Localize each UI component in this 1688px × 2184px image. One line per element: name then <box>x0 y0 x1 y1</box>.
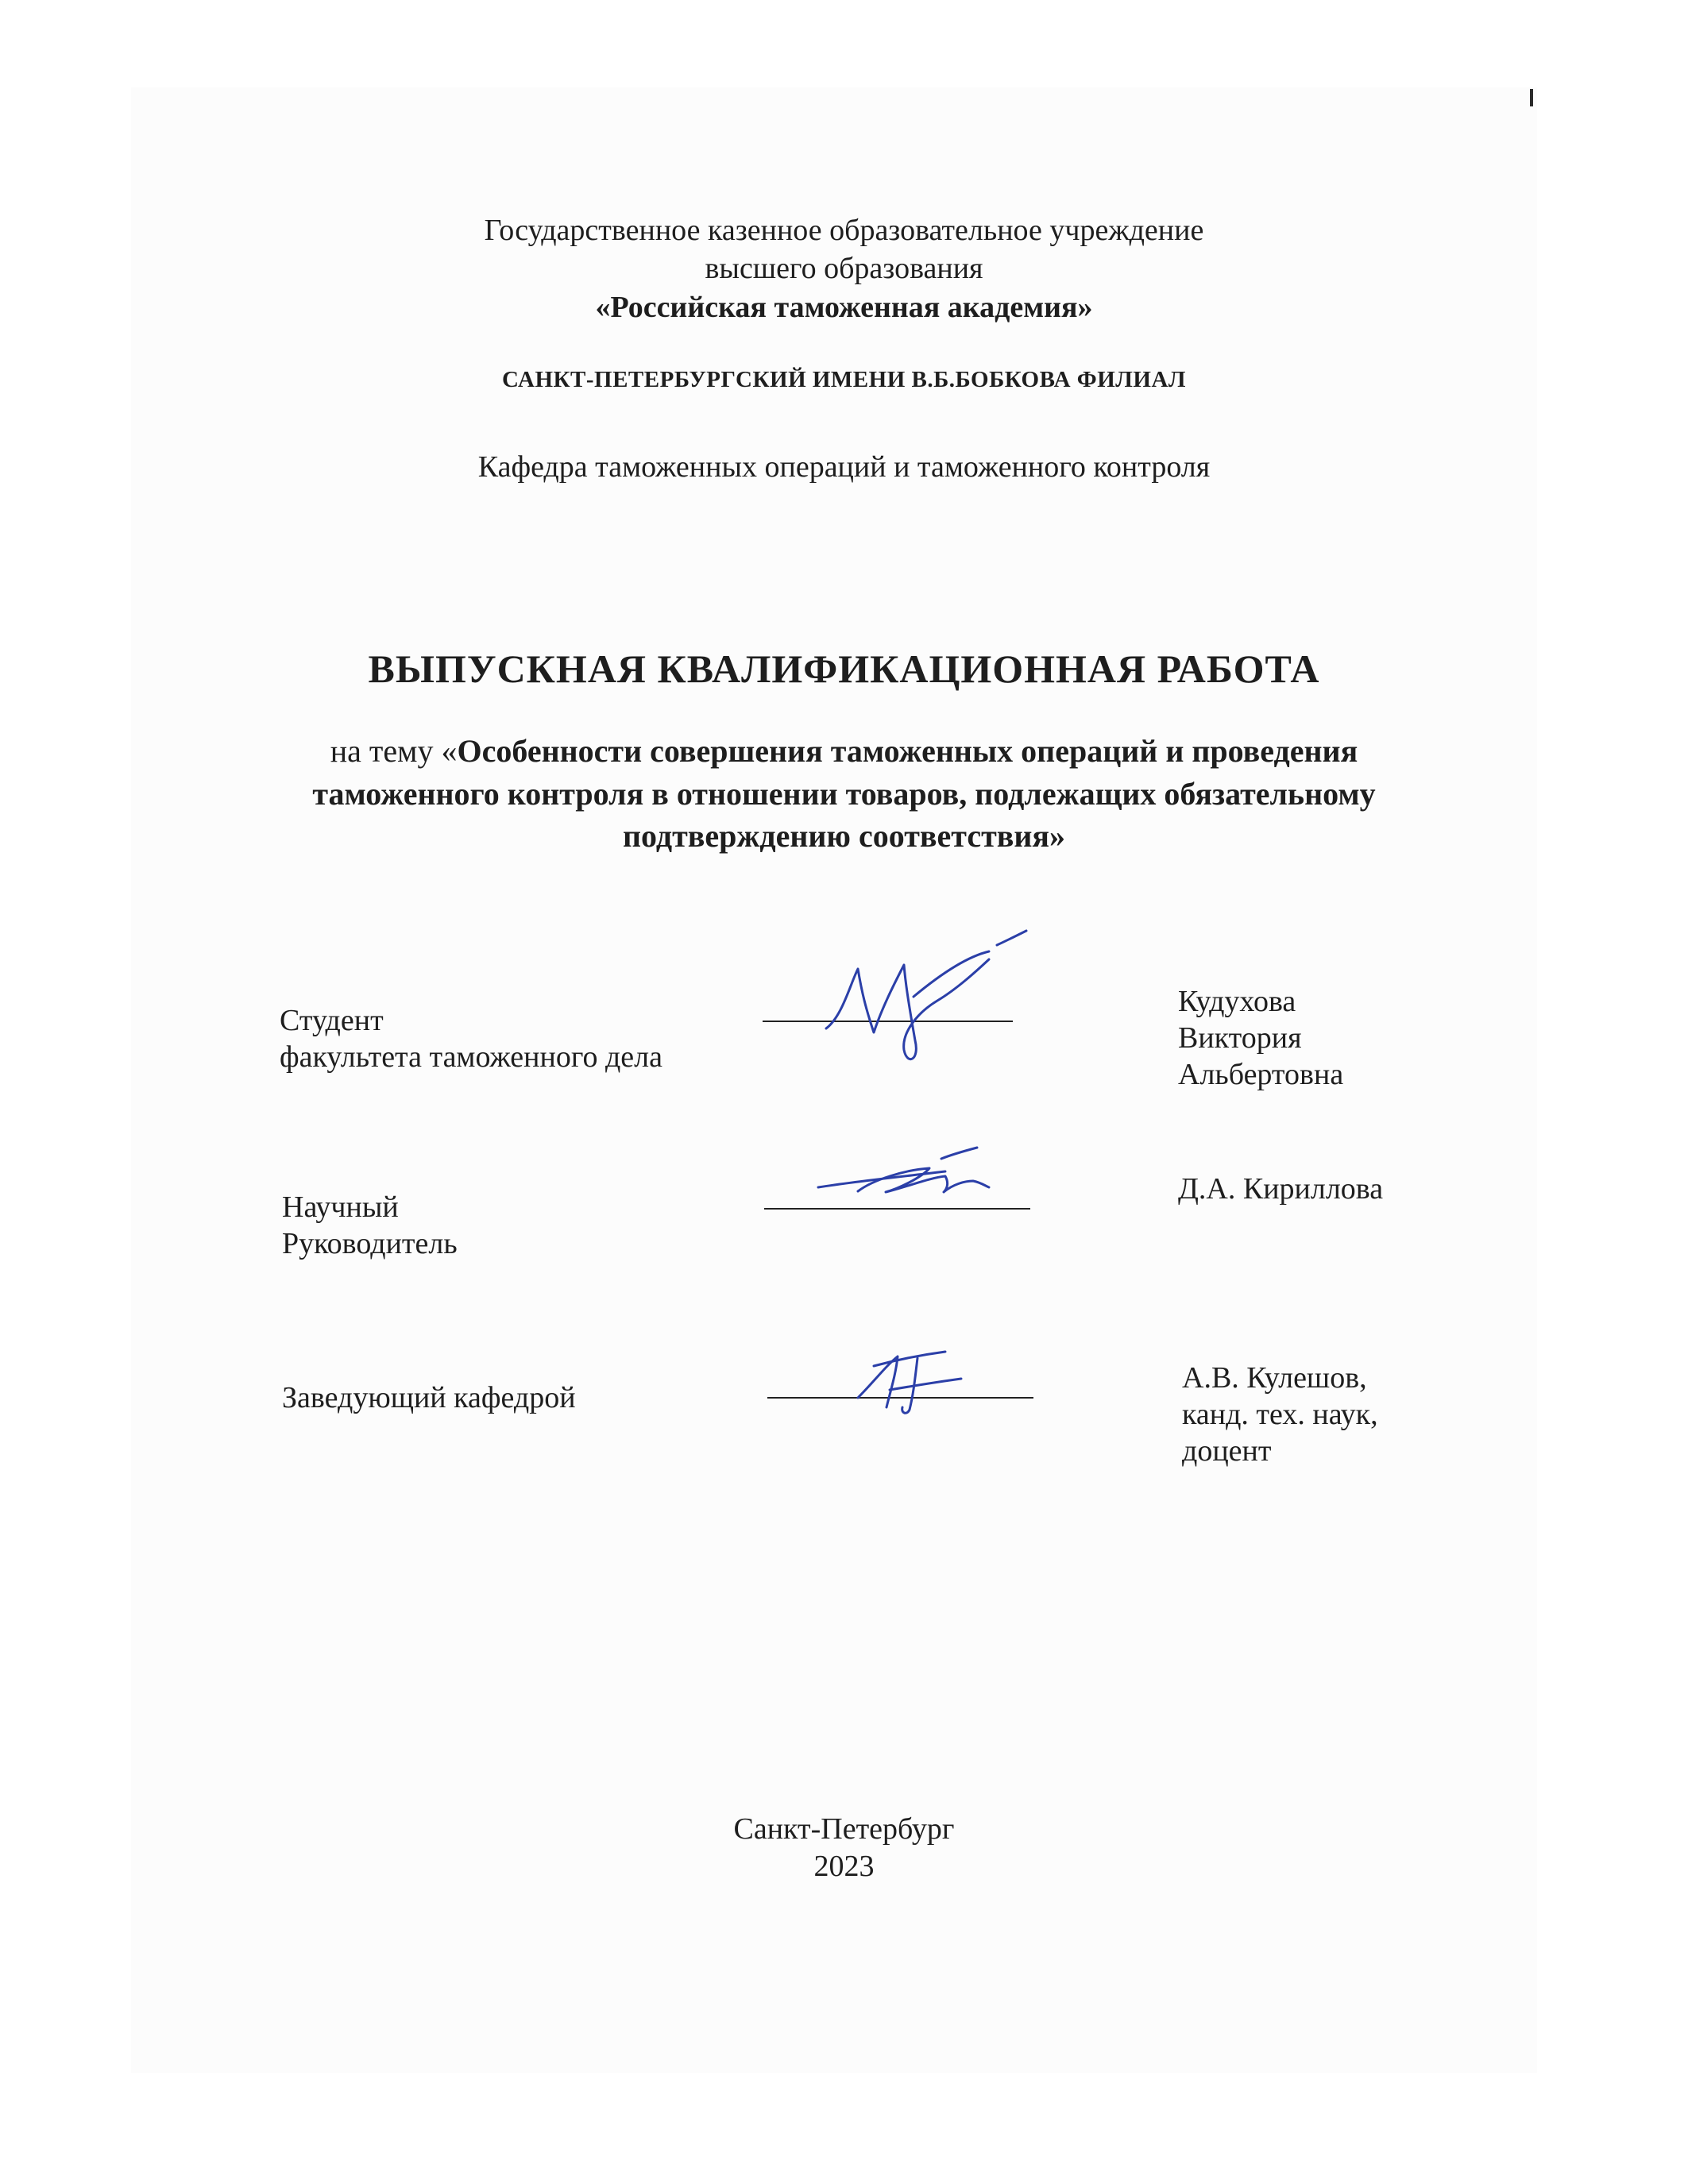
supervisor-name-line-1: Д.А. Кириллова <box>1178 1172 1384 1206</box>
student-name-line-1: Кудухова <box>1178 985 1296 1018</box>
topic-prefix: на тему « <box>330 733 458 769</box>
head-name-line-2: канд. тех. наук, <box>1182 1398 1378 1431</box>
department-name: Кафедра таможенных операций и таможенного контроля <box>477 450 1211 484</box>
student-role <box>280 1002 662 1075</box>
branch-name: САНКТ-ПЕТЕРБУРГСКИЙ ИМЕНИ В.Б.БОБКОВА ФИЛИАЛ <box>502 367 1186 392</box>
head-name <box>1182 1360 1378 1469</box>
academy-name: «Российская таможенная академия» <box>595 291 1093 324</box>
topic-line-3: подтверждению соответствия» <box>622 818 1066 854</box>
student-role-line-1: Студент <box>280 1004 384 1037</box>
head-name-line-1: А.В. Кулешов, <box>1182 1361 1367 1395</box>
head-role <box>282 1379 576 1416</box>
student-role-line-2: факультета таможенного дела <box>280 1040 662 1074</box>
supervisor-name <box>1178 1171 1383 1207</box>
page-mark <box>1530 89 1533 106</box>
supervisor-role-line-2: Руководитель <box>282 1227 458 1260</box>
institution-line-1: Государственное казенное образовательное учреждение <box>484 214 1204 247</box>
student-signature <box>818 921 1041 1068</box>
year: 2023 <box>813 1850 875 1883</box>
topic-line-1 <box>0 732 1688 770</box>
student-name-line-3: Альбертовна <box>1178 1058 1344 1091</box>
supervisor-signature <box>810 1140 1033 1211</box>
student-name-line-2: Виктория <box>1178 1021 1302 1055</box>
document-title: ВЫПУСКНАЯ КВАЛИФИКАЦИОННАЯ РАБОТА <box>368 646 1320 691</box>
institution-line-2: высшего образования <box>705 252 983 285</box>
supervisor-role-line-1: Научный <box>282 1190 399 1224</box>
head-role-line-1: Заведующий кафедрой <box>282 1381 576 1414</box>
head-signature <box>842 1334 1001 1422</box>
city: Санкт-Петербург <box>733 1812 955 1846</box>
supervisor-role <box>282 1189 458 1262</box>
student-name <box>1178 983 1343 1093</box>
head-name-line-3: доцент <box>1182 1434 1272 1468</box>
topic-line-2: таможенного контроля в отношении товаров, подлежащих обязательному <box>312 776 1376 812</box>
topic-text-1: Особенности совершения таможенных операций и проведения <box>457 733 1358 769</box>
